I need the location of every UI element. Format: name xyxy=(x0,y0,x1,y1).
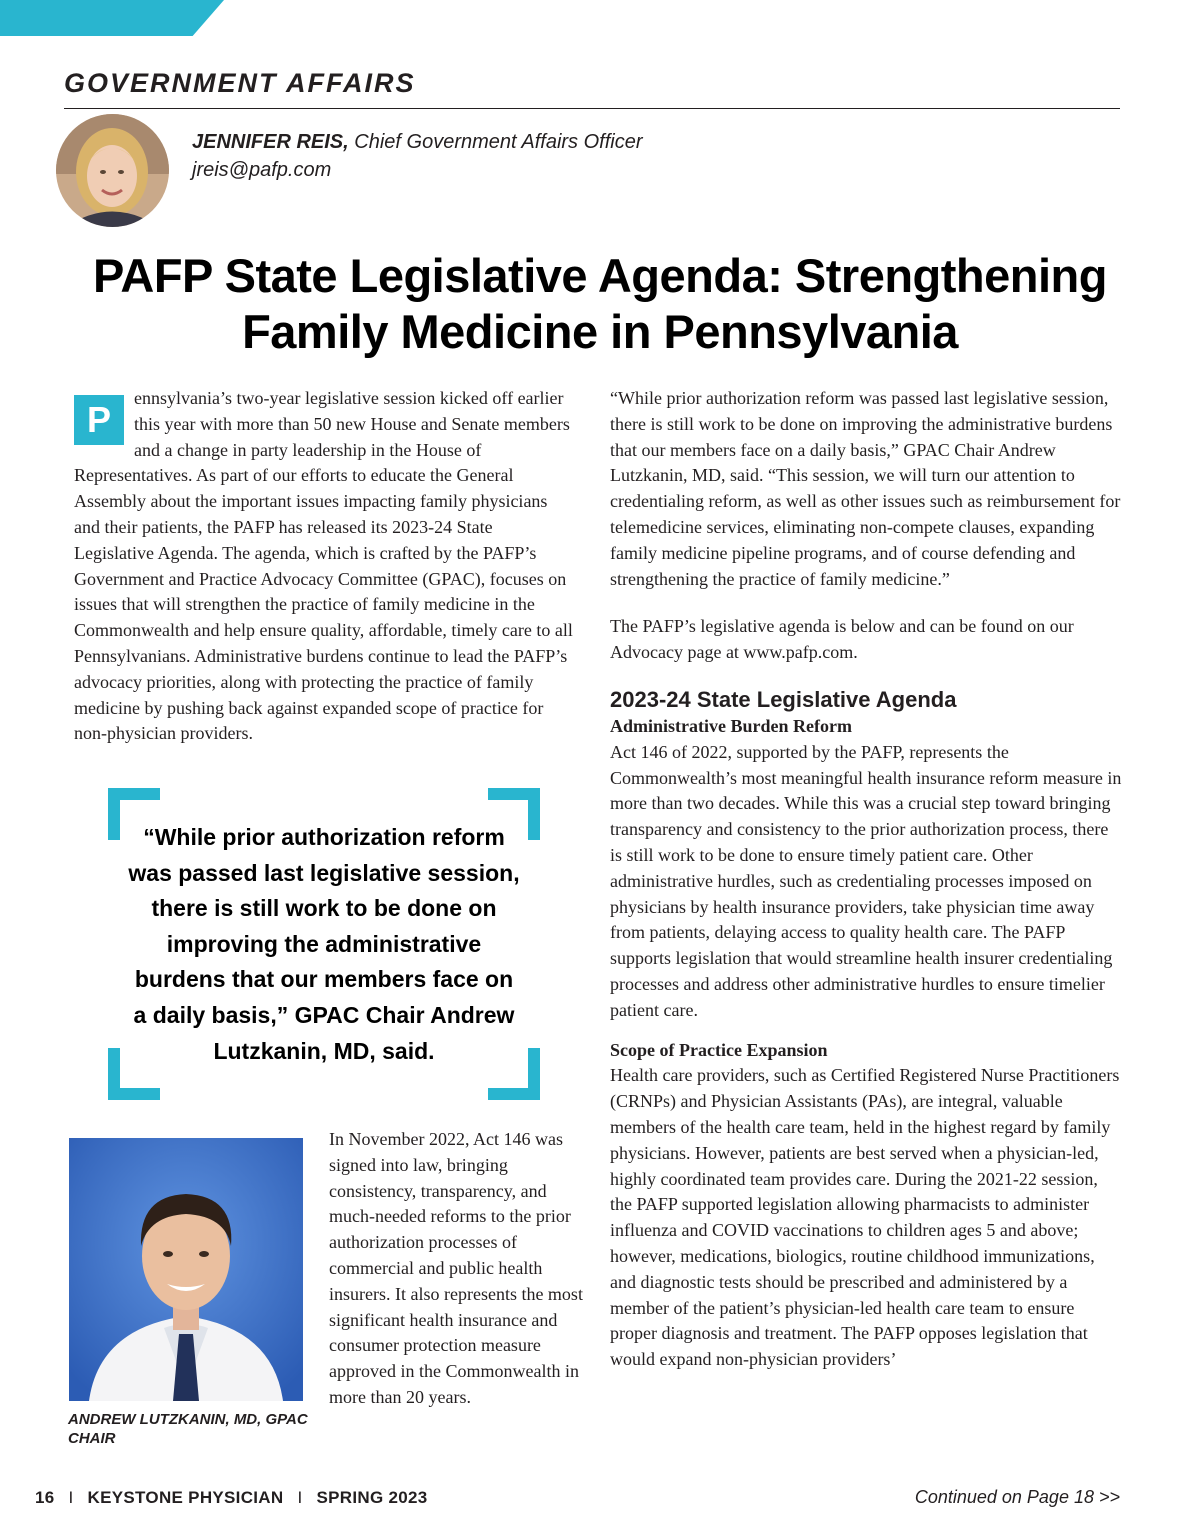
intro-text: ennsylvania’s two-year legislative session kicked off earlier this year with more than 50 new House and Senate members and a change in party leadership in the House of Representatives. As part of our efforts to educate the General Assembly about the important issues impacting family physicians and their patients, the PAFP has released its 2023-24 State Legislative Agenda. The agenda, which is crafted by the PAFP’s Government and Practice Advocacy Committee (GPAC), focuses on issues that will strengthen the practice of family medicine in the Commonwealth and help ensure quality, affordable, timely care to all Pennsylvanians. Administrative burdens continue to lead the PAFP’s advocacy priorities, along with protecting the practice of family medicine by pushing back against expanded scope of practice for non-physician providers. xyxy=(74,388,573,744)
article-title xyxy=(60,248,1140,360)
pull-quote-box xyxy=(108,788,540,1100)
publication-name: KEYSTONE PHYSICIAN xyxy=(87,1488,284,1507)
section-label: GOVERNMENT AFFAIRS xyxy=(64,68,416,98)
footer-separator: I xyxy=(297,1488,303,1507)
issue-name: SPRING 2023 xyxy=(316,1488,428,1507)
footer-separator: I xyxy=(68,1488,74,1507)
scope-paragraph: Health care providers, such as Certified Registered Nurse Practitioners (CRNPs) and Physician Assistants (PAs), are integral, valuable members of the health care team, held in the highest regard by family physicians. However, patients are best served when a physician-led, highly coordinated team provides care. During the 2021-22 session, the PAFP supported legislation allowing pharmacists to administer influenza and COVID vaccinations to children ages 5 and above; however, medications, biologics, routine childhood immunizations, and diagnostic tests should be prescribed and administered by a member of the patient’s physician-led health care team to ensure proper diagnosis and treatment. The PAFP opposes legislation that would expand non-physician providers’ xyxy=(610,1065,1120,1370)
left-column xyxy=(74,386,574,747)
article-title-line-1: PAFP State Legislative Agenda: Strengthening xyxy=(93,249,1107,302)
author-role: Chief Government Affairs Officer xyxy=(354,131,643,153)
middle-column xyxy=(329,1127,591,1411)
article-title-line-2: Family Medicine in Pennsylvania xyxy=(242,305,958,358)
agenda-heading: 2023-24 State Legislative Agenda xyxy=(610,686,957,712)
pull-quote: “While prior authorization reform was passed last legislative session, there is still work to be done on improving the administrative burdens that our members face on a daily basis,” GPAC Chair Andrew Lutzkanin, MD, said. xyxy=(128,824,520,1064)
admin-burden-heading: Administrative Burden Reform xyxy=(610,715,852,736)
right-column xyxy=(610,386,1122,1373)
author-name: JENNIFER REIS, xyxy=(192,131,349,153)
gpac-quote-paragraph: “While prior authorization reform was passed last legislative session, there is still work to be done on improving the administrative burdens that our members face on a daily basis,” GPAC Chair Andrew Lutzkanin, MD, said. “This session, we will turn our attention to credentialing reform, as well as other issues such as reimbursement for telemedicine services, eliminating non-compete clauses, expanding family medicine pipeline programs, and of course defending and strengthening the practice of family medicine.” xyxy=(610,388,1121,589)
page-footer xyxy=(35,1488,428,1508)
page-number: 16 xyxy=(35,1488,55,1507)
author-portrait-icon xyxy=(56,114,169,227)
admin-burden-paragraph: Act 146 of 2022, supported by the PAFP, represents the Commonwealth’s most meaningful health insurance reform measure in more than two decades. While this was a crucial step toward bringing transparency and consistency to the prior authorization process, there is still work to be done to ensure timely patient care. Other administrative hurdles, such as credentialing processes imposed on physicians by health insurance providers, take physician time away from patients, delaying access to quality health care. The PAFP supports legislation that would streamline health insurer credentialing processes and address other administrative hurdles to ensure timelier patient care. xyxy=(610,741,1122,1020)
scope-heading: Scope of Practice Expansion xyxy=(610,1039,828,1060)
author-email[interactable]: jreis@pafp.com xyxy=(192,159,332,181)
corner-accent-tab xyxy=(0,0,224,36)
act146-paragraph: In November 2022, Act 146 was signed into law, bringing consistency, transparency, and much-needed reforms to the prior authorization processes of commercial and public health insurers. It also represents the most significant health insurance and consumer protection measure approved in the Commonwealth in more than 20 years. xyxy=(329,1129,583,1407)
lutzkanin-portrait-icon xyxy=(69,1138,303,1401)
author-byline xyxy=(192,131,643,154)
agenda-location-paragraph: The PAFP’s legislative agenda is below and can be found on our Advocacy page at www.pafp.com. xyxy=(610,616,1074,663)
section-divider xyxy=(64,108,1120,109)
continued-link[interactable]: Continued on Page 18 >> xyxy=(914,1487,1120,1507)
intro-paragraph xyxy=(74,386,574,747)
drop-cap: P xyxy=(74,395,124,445)
photo-caption: ANDREW LUTZKANIN, MD, GPAC CHAIR xyxy=(68,1411,308,1447)
lutzkanin-photo xyxy=(69,1138,303,1401)
author-avatar xyxy=(56,114,169,227)
